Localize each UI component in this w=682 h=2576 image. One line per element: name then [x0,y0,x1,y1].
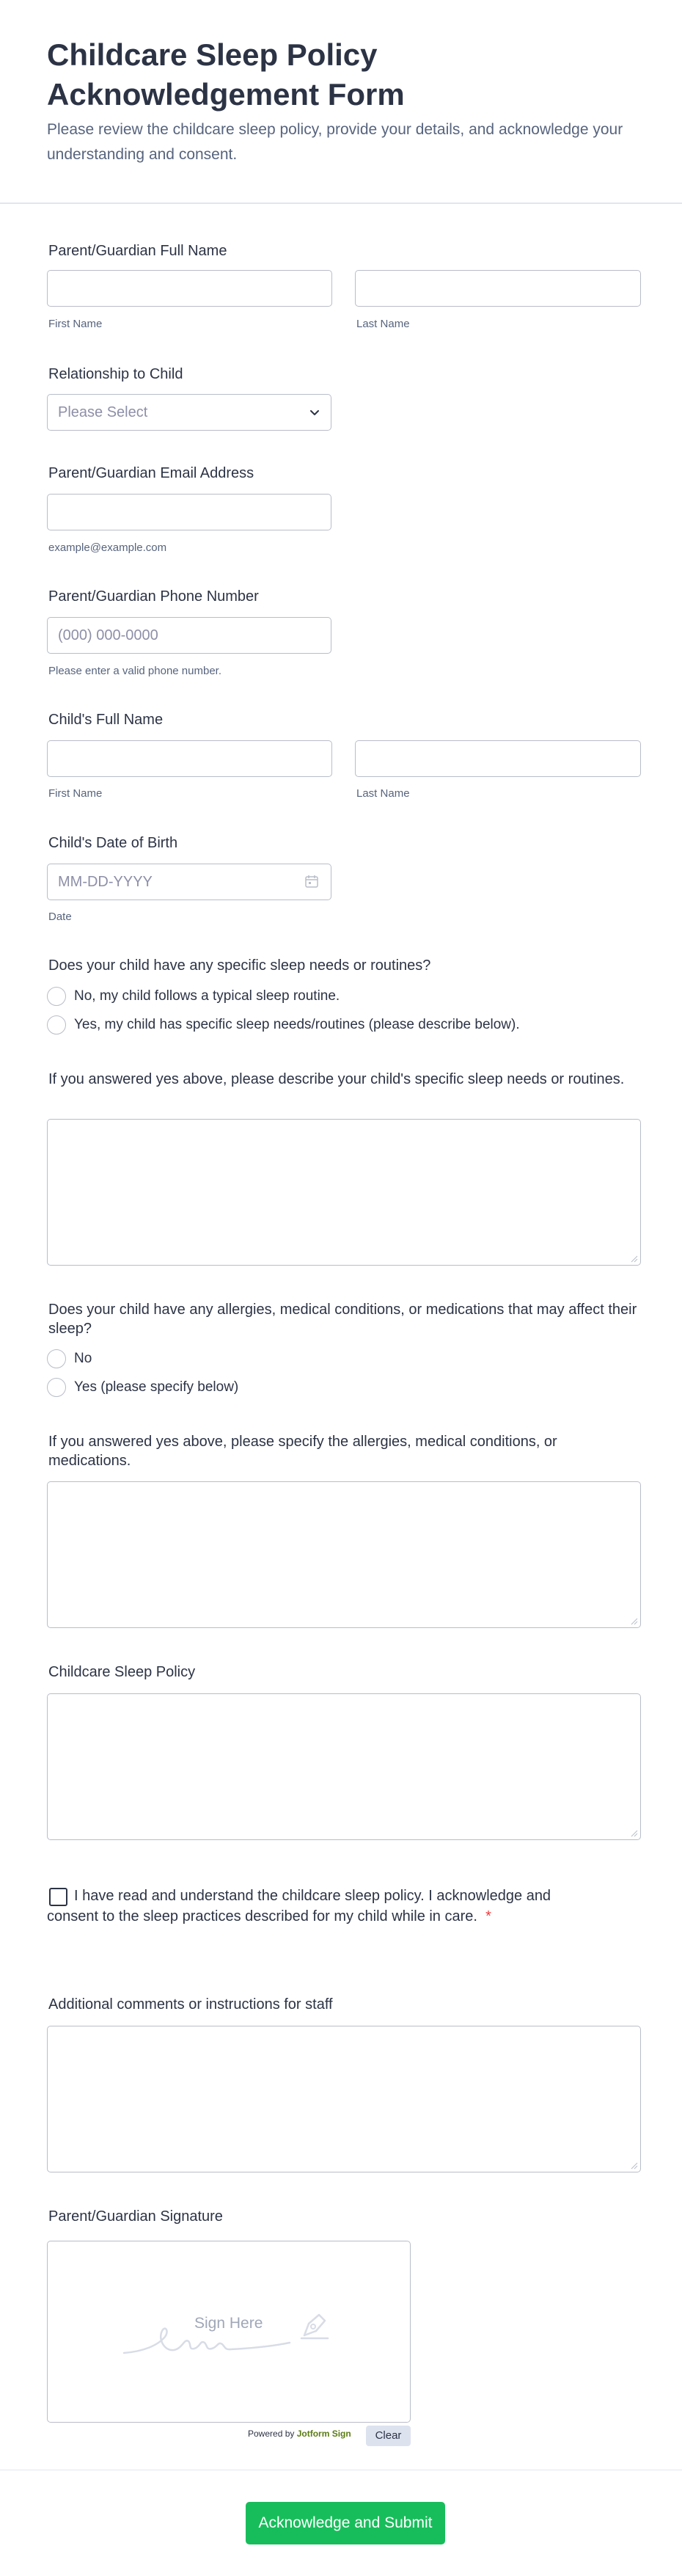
signature-label: Parent/Guardian Signature [48,2208,223,2225]
sleep-needs-question: Does your child have any specific sleep needs or routines? [48,957,431,974]
form-header [0,0,682,204]
required-asterisk: * [485,1908,491,1924]
signature-hint: Sign Here [194,2315,263,2332]
radio-button[interactable] [47,1378,66,1397]
powered-by-text [248,2429,351,2439]
guardian-first-name-sublabel: First Name [48,318,103,330]
consent-statement [47,1886,560,1927]
radio-button[interactable] [47,987,66,1006]
radio-button[interactable] [47,1015,66,1035]
child-last-name-input[interactable] [355,740,641,777]
form-subtitle: Please review the childcare sleep policy, provide your details, and acknowledge your understanding and consent. [47,121,623,163]
child-name-label: Child's Full Name [48,712,164,728]
dob-sublabel: Date [48,911,72,923]
resize-grip-icon[interactable] [631,1255,638,1263]
guardian-last-name-input[interactable] [355,270,641,307]
phone-placeholder: (000) 000-0000 [58,627,158,643]
guardian-last-name-sublabel: Last Name [356,318,410,330]
resize-grip-icon[interactable] [631,1830,638,1837]
child-first-name-input[interactable] [47,740,332,777]
resize-grip-icon[interactable] [631,2162,638,2170]
policy-textarea[interactable] [47,1693,641,1840]
sleep-needs-option-no-label: No, my child follows a typical sleep routine. [74,988,340,1004]
guardian-name-label: Parent/Guardian Full Name [48,243,227,259]
pen-icon [298,2309,331,2341]
phone-input[interactable] [47,617,331,654]
allergies-specify-textarea[interactable] [47,1481,641,1628]
phone-sublabel: Please enter a valid phone number. [48,665,221,677]
policy-label: Childcare Sleep Policy [48,1664,196,1680]
phone-label: Parent/Guardian Phone Number [48,588,259,605]
relationship-select[interactable] [47,394,331,431]
email-sublabel: example@example.com [48,541,167,554]
comments-label: Additional comments or instructions for staff [48,1996,333,2013]
clear-signature-button[interactable]: Clear [366,2426,411,2446]
radio-button[interactable] [47,1349,66,1368]
allergies-specify-label: If you answered yes above, please specify the allergies, medical conditions, or medications. [48,1434,557,1469]
allergies-option-yes-label: Yes (please specify below) [74,1379,239,1395]
form-title: Childcare Sleep Policy Acknowledgement Form [47,37,405,112]
submit-button[interactable]: Acknowledge and Submit [246,2502,445,2544]
consent-checkbox[interactable] [49,1888,67,1906]
sleep-needs-option-yes-label: Yes, my child has specific sleep needs/routines (please describe below). [74,1017,520,1032]
relationship-label: Relationship to Child [48,366,183,382]
child-first-name-sublabel: First Name [48,787,103,800]
comments-textarea[interactable] [47,2026,641,2172]
allergies-question: Does your child have any allergies, medical conditions, or medications that may affect their sleep? [48,1302,637,1337]
sleep-describe-label: If you answered yes above, please describe your child's specific sleep needs or routines. [48,1071,625,1087]
consent-text: I have read and understand the childcare sleep policy. I acknowledge and consent to the sleep practices described for my child while in care. [47,1888,551,1924]
chevron-down-icon [309,406,320,418]
guardian-first-name-input[interactable] [47,270,332,307]
allergies-option-no-label: No [74,1351,92,1366]
email-input[interactable] [47,494,331,530]
email-label: Parent/Guardian Email Address [48,465,254,481]
child-last-name-sublabel: Last Name [356,787,410,800]
dob-label: Child's Date of Birth [48,835,178,851]
resize-grip-icon[interactable] [631,1618,638,1625]
dob-input[interactable] [47,864,331,900]
relationship-placeholder: Please Select [58,404,148,420]
powered-prefix: Powered by [248,2429,295,2439]
signature-pad[interactable] [47,2241,411,2423]
sleep-describe-textarea[interactable] [47,1119,641,1266]
dob-placeholder: MM-DD-YYYY [58,874,153,890]
jotform-sign-link[interactable]: Jotform Sign [296,2429,351,2439]
calendar-icon[interactable] [304,874,319,889]
